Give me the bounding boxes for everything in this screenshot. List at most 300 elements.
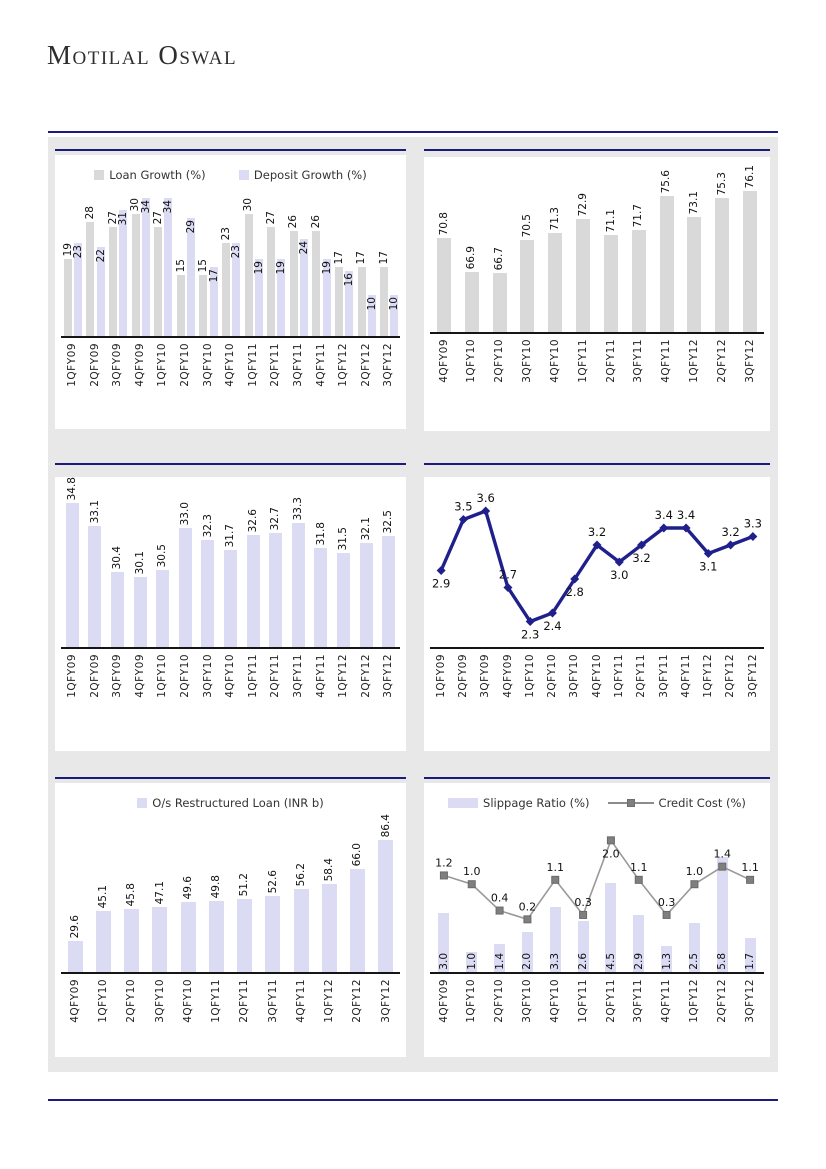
bar	[275, 259, 288, 336]
bar-value-label: 73.1	[688, 190, 701, 214]
bar-value-label: 31.5	[337, 526, 350, 550]
legend-label: Credit Cost (%)	[658, 796, 746, 810]
data-point	[552, 876, 559, 883]
point-value-label: 1.1	[741, 860, 759, 874]
x-axis-cell	[541, 979, 569, 1023]
bar-group	[152, 814, 167, 972]
x-axis-label: 3QFY10	[521, 979, 534, 1023]
bar	[342, 271, 355, 336]
bar-group	[297, 186, 310, 336]
bar-value-label: 30.4	[111, 545, 124, 569]
top-rule	[48, 131, 778, 133]
x-axis-cell	[513, 339, 541, 383]
bar-group	[360, 477, 373, 647]
bar-value-label: 5.8	[715, 953, 728, 970]
bar	[337, 553, 350, 647]
bar	[229, 243, 242, 336]
point-value-label: 1.0	[685, 865, 704, 879]
category-cell	[89, 814, 117, 972]
category-cell	[174, 186, 197, 336]
category-cell	[372, 814, 400, 972]
x-axis-labels	[430, 979, 764, 1023]
data-point	[440, 872, 447, 879]
x-axis-label: 1QFY11	[613, 654, 625, 698]
charts-panel	[48, 137, 778, 1072]
x-axis-cell	[372, 979, 400, 1023]
x-axis-label: 1QFY12	[323, 979, 336, 1023]
bar	[124, 909, 139, 972]
legend-item	[239, 168, 367, 182]
bar-value-label: 3.3	[548, 953, 561, 970]
bars-layer	[430, 157, 764, 332]
bar	[604, 235, 618, 332]
x-axis-cell	[569, 339, 597, 383]
x-axis-cell	[708, 979, 736, 1023]
chart-rule	[424, 149, 770, 151]
x-axis-cell	[332, 343, 355, 387]
bar-value-label: 66.0	[351, 842, 364, 866]
x-axis-label: 3QFY12	[743, 979, 756, 1023]
x-axis-label: 1QFY11	[576, 979, 589, 1023]
bar-group	[292, 477, 305, 647]
bar	[360, 543, 373, 647]
bar-pair	[311, 186, 331, 336]
bar-value-label: 17	[377, 250, 390, 264]
bar-group	[94, 186, 107, 336]
point-value-label: 0.2	[518, 900, 537, 914]
category-cell	[242, 186, 265, 336]
x-axis-cell	[129, 654, 152, 698]
chart-box	[424, 783, 770, 1057]
data-point	[496, 907, 503, 914]
point-value-label: 3.2	[721, 525, 740, 539]
bar-value-label: 33.0	[179, 501, 192, 525]
x-axis-cell	[377, 654, 400, 698]
x-axis-label: 3QFY11	[291, 343, 304, 387]
bar	[320, 259, 333, 336]
x-axis-label: 3QFY12	[382, 654, 395, 698]
x-axis-cell	[513, 979, 541, 1023]
bar-pair	[130, 186, 150, 336]
x-axis-label: 4QFY09	[501, 654, 514, 698]
x-axis-cell	[264, 654, 287, 698]
x-axis-label: 4QFY11	[314, 654, 327, 698]
point-value-label: 2.4	[543, 619, 562, 633]
x-axis-cell	[310, 654, 333, 698]
x-axis-label: 3QFY11	[632, 339, 645, 383]
x-axis-label: 1QFY11	[246, 654, 259, 698]
bar-group	[715, 157, 729, 332]
category-cell	[151, 477, 174, 647]
bar-pair	[221, 186, 241, 336]
x-axis-cell	[719, 654, 741, 698]
data-point	[580, 911, 587, 918]
x-axis-label: 1QFY09	[66, 654, 79, 698]
x-axis-cell	[458, 339, 486, 383]
x-axis-label: 2QFY11	[635, 654, 648, 698]
x-axis-cell	[264, 343, 287, 387]
bar-group	[322, 814, 337, 972]
data-point	[726, 541, 735, 550]
chart-bottom-right	[424, 777, 770, 1057]
category-cell	[219, 477, 242, 647]
x-axis-cell	[219, 654, 242, 698]
legend-label: Deposit Growth (%)	[253, 168, 367, 182]
x-axis-label: 2QFY09	[88, 654, 101, 698]
bar	[64, 259, 72, 336]
category-cell	[118, 814, 146, 972]
legend-item	[448, 796, 589, 810]
bar-value-label: 75.3	[715, 171, 728, 195]
category-cell	[129, 477, 152, 647]
bar-group	[288, 186, 299, 336]
point-value-label: 2.0	[602, 847, 620, 861]
chart-legend	[430, 783, 764, 814]
bar-group	[63, 186, 74, 336]
category-cell	[84, 186, 107, 336]
bar-group	[96, 814, 111, 972]
bar-group	[378, 814, 393, 972]
bar-value-label: 70.5	[521, 213, 534, 237]
bar	[152, 907, 167, 972]
bar-value-label: 30.1	[133, 550, 146, 574]
x-axis-cell	[597, 979, 625, 1023]
x-axis-label: 4QFY09	[437, 339, 450, 383]
x-axis-label: 2QFY12	[359, 654, 372, 698]
category-cell	[541, 157, 569, 332]
x-axis-label: 3QFY12	[746, 654, 759, 698]
chart-box	[55, 783, 406, 1057]
bar	[132, 214, 140, 336]
x-axis-label: 2QFY09	[88, 343, 101, 387]
data-point	[635, 876, 642, 883]
credit-cost-line	[430, 814, 764, 972]
category-cell	[174, 814, 202, 972]
x-axis-label: 2QFY12	[359, 343, 372, 387]
x-axis-label: 1QFY09	[66, 343, 79, 387]
x-axis-label: 1QFY12	[688, 339, 701, 383]
category-cell	[287, 186, 310, 336]
bar-value-label: 23	[219, 226, 232, 240]
bar-value-label: 24	[297, 241, 310, 255]
bar-value-label: 26	[310, 214, 323, 228]
bar-group	[209, 814, 224, 972]
category-cell	[231, 814, 259, 972]
x-axis-cell	[475, 654, 497, 698]
bar	[224, 550, 237, 647]
chart-legend	[61, 783, 400, 814]
x-axis-label: 1QFY12	[702, 654, 715, 698]
category-cell	[355, 477, 378, 647]
bar-group	[221, 186, 232, 336]
bar-value-label: 66.7	[493, 246, 506, 270]
bars-layer	[61, 186, 400, 336]
bar-pair	[356, 186, 376, 336]
bar-value-label: 75.6	[660, 169, 673, 193]
bar-value-label: 66.9	[465, 245, 478, 269]
x-axis-cell	[310, 343, 333, 387]
bar-group	[520, 157, 534, 332]
category-cell	[377, 186, 400, 336]
x-axis-label: 1QFY12	[337, 654, 350, 698]
bar-group	[493, 157, 507, 332]
category-cell	[106, 186, 129, 336]
point-value-label: 3.0	[610, 568, 629, 582]
x-axis-cell	[174, 979, 202, 1023]
bar	[267, 227, 275, 336]
category-cell	[146, 814, 174, 972]
bar-value-label: 10	[388, 297, 401, 311]
bar-value-label: 49.6	[181, 875, 194, 899]
x-axis-label: 4QFY11	[660, 979, 673, 1023]
x-axis-label: 1QFY12	[688, 979, 701, 1023]
x-axis-cell	[736, 979, 764, 1023]
category-cell	[315, 814, 343, 972]
bar-value-label: 1.0	[465, 953, 478, 970]
bar-value-label: 2.5	[688, 953, 701, 970]
bar	[181, 902, 196, 972]
plot-area	[61, 186, 400, 338]
x-axis-label: 3QFY12	[382, 343, 395, 387]
data-point	[748, 532, 757, 541]
category-cell	[708, 157, 736, 332]
bar-value-label: 1.7	[743, 953, 756, 970]
bar-value-label: 29.6	[68, 914, 81, 938]
bar-group	[224, 477, 237, 647]
chart-rule	[55, 149, 406, 151]
x-axis-cell	[146, 979, 174, 1023]
bar-group	[139, 186, 152, 336]
bar	[209, 901, 224, 972]
category-cell	[569, 157, 597, 332]
x-axis-label: 2QFY11	[604, 339, 617, 383]
bar	[162, 198, 175, 336]
bar-group	[116, 186, 129, 336]
bar-group	[314, 477, 327, 647]
chart-mid-right	[424, 463, 770, 743]
bar-pair	[176, 186, 196, 336]
bar-value-label: 30	[242, 197, 255, 211]
bar	[252, 259, 265, 336]
bar	[134, 577, 147, 647]
category-cell	[259, 814, 287, 972]
bar-value-label: 31.7	[224, 523, 237, 547]
bar	[437, 238, 451, 332]
bar-value-label: 58.4	[323, 857, 336, 881]
lavender-bar-wide-swatch	[448, 798, 478, 808]
x-axis-cell	[202, 979, 230, 1023]
x-axis-cell	[287, 654, 310, 698]
data-point	[691, 881, 698, 888]
bar	[269, 533, 282, 647]
bar-pair	[108, 186, 128, 336]
category-cell	[287, 814, 315, 972]
point-value-label: 3.1	[699, 559, 718, 574]
x-axis-label: 3QFY11	[657, 654, 670, 698]
bar-group	[356, 186, 367, 336]
bar-value-label: 28	[84, 205, 97, 219]
bar-pair	[288, 186, 308, 336]
bar-pair	[266, 186, 286, 336]
bar-group	[342, 186, 355, 336]
chart-top-right	[424, 149, 770, 429]
x-axis-label: 1QFY10	[156, 343, 169, 387]
bar	[335, 267, 343, 336]
bar-value-label: 2.0	[521, 953, 534, 970]
x-axis-cell	[680, 979, 708, 1023]
bottom-rule	[48, 1099, 778, 1101]
x-axis-label: 4QFY11	[294, 979, 307, 1023]
point-value-label: 3.6	[476, 491, 495, 505]
chart-rule	[424, 463, 770, 465]
bar-value-label: 71.7	[632, 203, 645, 227]
x-axis-labels	[430, 654, 764, 698]
x-axis-cell	[653, 654, 675, 698]
category-cell	[310, 186, 333, 336]
bar	[96, 911, 111, 972]
bar-group	[88, 477, 101, 647]
x-axis-cell	[630, 654, 652, 698]
bar-group	[124, 814, 139, 972]
x-axis-label: 1QFY10	[465, 979, 478, 1023]
x-axis-cell	[697, 654, 719, 698]
x-axis-cell	[708, 339, 736, 383]
x-axis-cell	[486, 979, 514, 1023]
bar	[365, 295, 378, 336]
category-cell	[219, 186, 242, 336]
bar-group	[388, 186, 401, 336]
bar-group	[66, 477, 79, 647]
bar-pair	[198, 186, 218, 336]
x-axis-label: 2QFY12	[715, 979, 728, 1023]
x-axis-labels	[61, 654, 400, 698]
bar-value-label: 15	[174, 258, 187, 272]
bar-group	[252, 186, 265, 336]
x-axis-cell	[608, 654, 630, 698]
x-axis-label: 4QFY11	[679, 654, 692, 698]
x-axis-labels	[61, 979, 400, 1023]
x-axis-cell	[541, 654, 563, 698]
x-axis-label: 4QFY11	[314, 343, 327, 387]
x-axis-cell	[569, 979, 597, 1023]
x-axis-cell	[625, 339, 653, 383]
chart-legend	[61, 155, 400, 186]
x-axis-label: 2QFY11	[238, 979, 251, 1023]
bar	[177, 275, 185, 336]
bar-value-label: 33.1	[88, 499, 101, 523]
bar-value-label: 29	[184, 220, 197, 234]
bar-value-label: 34	[162, 200, 175, 214]
x-axis-cell	[61, 979, 89, 1023]
category-cell	[344, 814, 372, 972]
x-axis-label: 3QFY11	[291, 654, 304, 698]
x-axis-cell	[118, 979, 146, 1023]
x-axis-label: 1QFY11	[576, 339, 589, 383]
bar-group	[660, 157, 674, 332]
bar	[632, 230, 646, 332]
x-axis-cell	[486, 339, 514, 383]
bar-value-label: 27	[151, 210, 164, 224]
x-axis-label: 3QFY09	[111, 343, 124, 387]
point-value-label: 3.3	[743, 516, 763, 531]
category-cell	[625, 157, 653, 332]
bar-value-label: 72.9	[576, 192, 589, 216]
chart-rule	[424, 777, 770, 779]
legend-label: Slippage Ratio (%)	[483, 796, 590, 810]
category-cell	[61, 186, 84, 336]
bar	[139, 198, 152, 336]
x-axis-label: 2QFY12	[715, 339, 728, 383]
chart-rule	[55, 777, 406, 779]
x-axis-label: 3QFY10	[521, 339, 534, 383]
point-value-label: 1.1	[630, 860, 648, 874]
charts-grid	[48, 137, 778, 1057]
point-value-label: 2.3	[521, 627, 540, 642]
bar-group	[111, 477, 124, 647]
bar	[743, 191, 757, 332]
bars-layer	[61, 477, 400, 647]
x-axis-cell	[430, 654, 452, 698]
bar-value-label: 32.7	[269, 506, 282, 530]
category-cell	[332, 477, 355, 647]
x-axis-label: 2QFY10	[125, 979, 138, 1023]
x-axis-label: 3QFY10	[201, 343, 214, 387]
bar	[199, 275, 207, 336]
bar	[88, 526, 101, 647]
x-axis-label: 1QFY11	[210, 979, 223, 1023]
brand-logo: Motilal Oswal	[47, 40, 238, 70]
category-cell	[430, 157, 458, 332]
x-axis-cell	[106, 343, 129, 387]
bar-value-label: 76.1	[743, 164, 756, 188]
chart-box	[424, 157, 770, 431]
x-axis-label: 1QFY10	[523, 654, 536, 698]
plot-area	[61, 477, 400, 649]
bar-value-label: 31.8	[314, 521, 327, 545]
x-axis-label: 3QFY09	[111, 654, 124, 698]
x-axis-label: 4QFY09	[68, 979, 81, 1023]
x-axis-cell	[61, 343, 84, 387]
x-axis-cell	[452, 654, 474, 698]
bar-value-label: 32.5	[382, 509, 395, 533]
bar-pair	[153, 186, 173, 336]
bar-value-label: 32.1	[359, 516, 372, 540]
gray-line-swatch	[608, 799, 654, 808]
bar-value-label: 2.9	[632, 953, 645, 970]
x-axis-cell	[653, 979, 681, 1023]
x-axis-label: 2QFY11	[604, 979, 617, 1023]
x-axis-cell	[315, 979, 343, 1023]
legend-item	[137, 796, 323, 810]
category-cell	[61, 477, 84, 647]
bar	[687, 217, 701, 332]
category-cell	[151, 186, 174, 336]
x-axis-cell	[497, 654, 519, 698]
bar-group	[201, 477, 214, 647]
x-axis-cell	[680, 339, 708, 383]
point-value-label: 2.7	[498, 567, 518, 582]
x-axis-cell	[259, 979, 287, 1023]
x-axis-labels	[61, 343, 400, 387]
bar-pair	[243, 186, 263, 336]
category-cell	[287, 477, 310, 647]
bar-group	[247, 477, 260, 647]
category-cell	[355, 186, 378, 336]
x-axis-label: 4QFY10	[548, 979, 561, 1023]
bar-value-label: 10	[365, 297, 378, 311]
bar-group	[71, 186, 84, 336]
x-axis-label: 2QFY10	[179, 654, 192, 698]
